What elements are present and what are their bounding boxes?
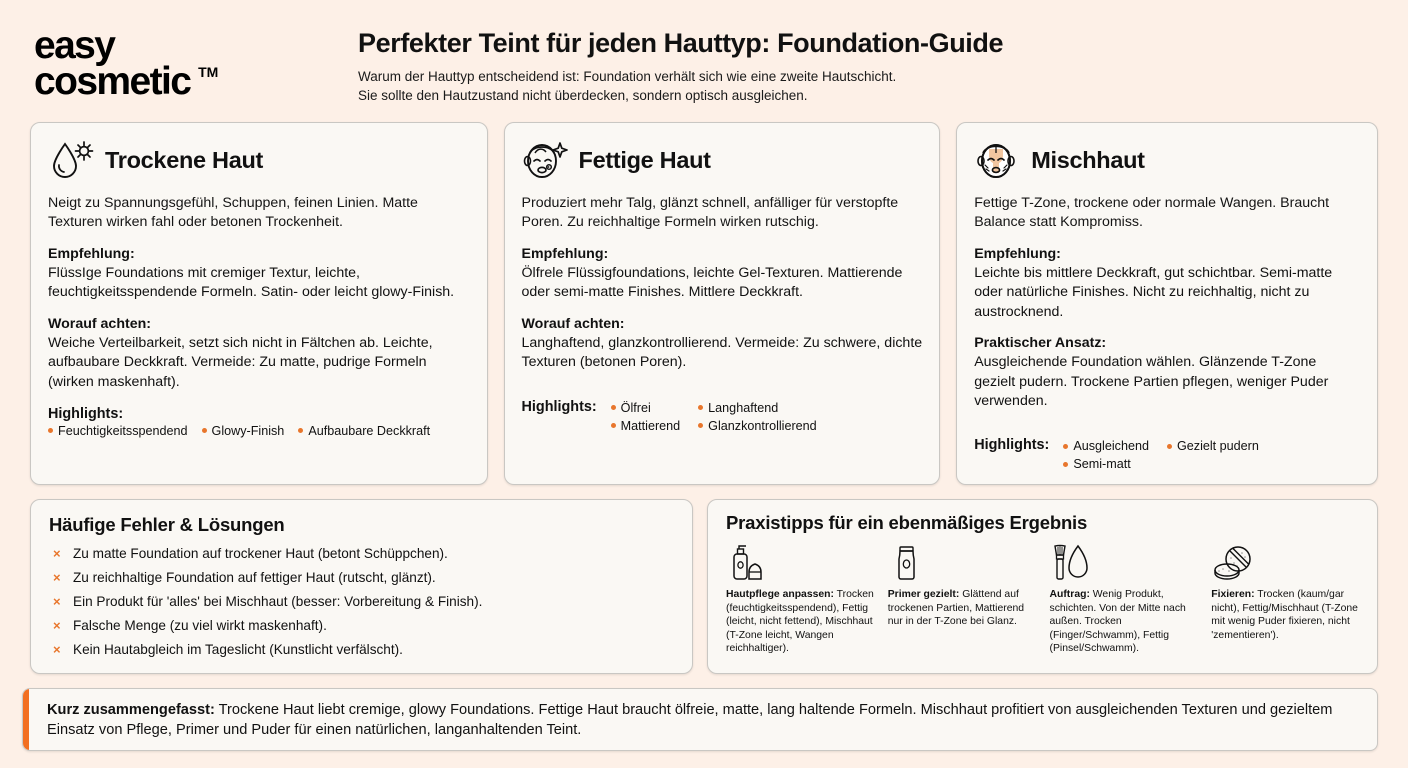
brand-logo [34,22,334,103]
highlight-label: Langhaftend [708,400,779,415]
page-subtitle [358,67,1378,105]
card-header [974,137,1360,183]
highlight-chip [202,424,285,438]
section-body: Langhaftend, glanzkontrollierend. Vermeide: Zu schwere, dichte Texturen (betonen Poren). [521,334,923,371]
header-text-block [334,22,1378,106]
section-heading: Empfehlung: [974,245,1061,262]
lower-panels [0,485,1408,674]
section-body: Ölfrele Flüssigfoundations, leichte Gel-Texturen. Mattierende oder semi-matte Finishes. Mittlere Deckkraft. [521,264,903,301]
cross-icon: × [53,546,61,562]
highlights-list [1063,437,1259,471]
section-heading: Worauf achten: [48,315,151,332]
bullet-dot-icon [698,423,703,428]
summary-footer [22,688,1378,751]
mistake-text: Kein Hautabgleich im Tageslicht (Kunstlicht verfälscht). [73,642,403,658]
bullet-dot-icon [1167,444,1172,449]
card-mischhaut [956,122,1378,485]
highlight-label: Semi-matt [1073,457,1131,472]
tip-body: Trocken (kaum/gar nicht), Fettig/Mischhaut (T-Zone mit wenig Puder fixieren, nicht 'zementieren'). [1211,589,1358,641]
card-intro: Produziert mehr Talg, glänzt schnell, anfälliger für verstopfte Poren. Zu reichhaltige Formeln wirken rutschig. [521,195,899,231]
bullet-dot-icon [1063,444,1068,449]
brand-logo-line2: cosmetic [34,59,191,103]
highlight-chip [698,401,817,415]
panel-praxistipps [707,499,1378,674]
card-title: Fettige Haut [578,146,711,173]
mistake-text: Zu reichhaltige Foundation auf fettiger Haut (rutscht, glänzt). [73,570,436,586]
cross-icon: × [53,642,61,658]
highlight-label: Aufbaubare Deckkraft [308,423,431,438]
list-item [53,642,674,659]
tip-text [726,588,876,656]
card-trockene-haut [30,122,488,485]
bullet-dot-icon [698,405,703,410]
tip-item [726,542,876,656]
highlight-chip [698,419,817,433]
water-droplet-icon [48,138,94,182]
highlight-label: Ölfrei [620,400,651,415]
panel-heading: Praxistipps für ein ebenmäßiges Ergebnis [726,512,1088,534]
bullet-dot-icon [298,428,303,433]
section-heading: Empfehlung: [521,245,609,262]
card-highlights [522,399,923,433]
card-section-empfehlung [48,245,470,303]
list-item [53,546,674,563]
mistake-text: Ein Produkt für 'alles' bei Mischhaut (besser: Vorbereitung & Finish). [73,594,483,610]
mistake-text: Zu matte Foundation auf trockener Haut (betont Schüppchen). [73,546,448,562]
highlights-label: Highlights: [48,405,124,422]
tip-label: Primer gezielt: [887,589,960,601]
footer-text [29,689,1377,750]
bullet-dot-icon [48,428,53,433]
card-section-worauf-achten [522,315,923,373]
card-header [522,137,923,183]
list-item [53,618,674,635]
skin-type-cards [0,122,1408,485]
section-body: Ausgleichende Foundation wählen. Glänzende T-Zone gezielt pudern. Trockene Partien pflegen, weniger Puder verwenden. [974,354,1329,409]
highlight-chip [298,424,430,438]
brand-logo-line1: easy [34,24,115,67]
section-heading: Praktischer Ansatz: [974,334,1107,351]
card-section-empfehlung [974,245,1360,322]
highlight-label: Ausgleichend [1073,439,1149,454]
cross-icon: × [53,618,61,634]
card-title: Mischhaut [1031,146,1145,173]
panel-haeufige-fehler [30,499,693,674]
tip-body: Wenig Produkt, schichten. Von der Mitte nach außen. Trocken (Finger/Schwamm), Fettig (Pinsel/Schwamm). [1049,589,1186,655]
section-body: Weiche Verteilbarkeit, setzt sich nicht in Fältchen ab. Leichte, aufbaubare Deckkraft. Vermeide: Zu matte, pudrige Formeln (wirken maskenhaft). [48,334,433,390]
card-section-praktischer-ansatz [974,334,1360,411]
highlights-list [611,399,817,433]
tip-label: Auftrag: [1049,589,1090,601]
card-intro: Neigt zu Spannungsgefühl, Schuppen, feinen Linien. Matte Texturen wirken fahl oder betonen Trockenheit. [48,195,418,231]
tip-text [888,588,1038,629]
highlight-chip [1167,439,1259,453]
tip-body: Trocken (feuchtigkeitsspendend), Fettig (leicht, nicht fettend), Mischhaut (T-Zone leicht, Wangen reichhaltiger). [726,589,874,655]
tip-label: Fixieren: [1211,589,1255,601]
bullet-dot-icon [611,405,616,410]
highlight-label: Feuchtigkeitsspendend [58,423,188,438]
tip-text [1050,588,1200,656]
section-heading: Worauf achten: [521,315,625,332]
section-body: FlüssIge Foundations mit cremiger Textur, leichte, feuchtigkeitsspendende Formeln. Satin- oder leicht glowy-Finish. [48,264,455,301]
footer-body: Trockene Haut liebt cremige, glowy Foundations. Fettige Haut braucht ölfreie, matte, lang haltende Formeln. Mischhaut profitiert von ausgleichenden Texturen und gezieltem Einsatz von Pflege, Primer und Puder für einen natürlichen, langanhaltenden Teint. [47,702,1333,739]
panel-heading: Häufige Fehler & Lösungen [49,514,285,536]
oily-face-icon [522,138,568,182]
combination-face-icon [974,138,1020,182]
trademark-symbol: TM [198,63,219,80]
brand-logo-line2-wrap [34,59,219,103]
highlight-chip [1063,457,1149,471]
list-item [53,570,674,587]
page-header [0,0,1408,122]
tip-item [1211,542,1361,656]
highlight-chip [48,424,188,438]
list-item [53,594,674,611]
mistakes-list [49,546,674,659]
mistake-text: Falsche Menge (zu viel wirkt maskenhaft). [73,618,327,634]
lotion-bottle-icon [726,542,876,582]
powder-compact-icon [1211,542,1361,582]
tip-label: Hautpflege anpassen: [726,589,834,601]
cross-icon: × [53,570,61,586]
footer-label: Kurz zusammengefasst: [47,702,215,719]
highlight-label: Gezielt pudern [1176,439,1259,454]
primer-tube-icon [888,542,1038,582]
page-subtitle-line2: Sie sollte den Hautzustand nicht überdecken, sondern optisch ausgleichen. [358,88,808,104]
bullet-dot-icon [1063,462,1068,467]
tip-body: Glättend auf trockenen Partien, Mattierend nur in der T-Zone bei Glanz. [887,589,1025,628]
card-intro: Fettige T-Zone, trockene oder normale Wangen. Braucht Balance statt Kompromiss. [974,195,1330,231]
card-header [48,137,470,183]
highlights-label: Highlights: [974,437,1050,454]
tip-item [1050,542,1200,656]
brush-sponge-icon [1050,542,1200,582]
section-body: Leichte bis mittlere Deckkraft, gut schichtbar. Semi-matte oder natürliche Finishes. Nicht zu reichhaltig, nicht zu austrocknend. [974,264,1333,320]
highlights-list [48,424,470,438]
bullet-dot-icon [611,423,616,428]
cross-icon: × [53,594,61,610]
highlight-label: Mattierend [620,418,681,433]
card-highlights [48,406,470,438]
card-section-worauf-achten [48,315,470,392]
tip-text [1211,588,1361,642]
highlights-label: Highlights: [521,398,597,415]
page-title: Perfekter Teint für jeden Hauttyp: Foundation-Guide [358,28,1004,58]
card-fettige-haut [504,122,941,485]
page-subtitle-line1: Warum der Hauttyp entscheidend ist: Foundation verhält sich wie eine zweite Hautschicht. [358,69,897,85]
highlight-chip [611,419,681,433]
highlight-chip [611,401,681,415]
highlight-label: Glanzkontrollierend [708,418,817,433]
tip-item [888,542,1038,656]
card-title: Trockene Haut [105,146,264,173]
highlight-chip [1063,439,1149,453]
card-highlights [974,437,1360,471]
bullet-dot-icon [202,428,207,433]
section-heading: Empfehlung: [48,245,135,262]
highlight-label: Glowy-Finish [211,423,285,438]
tips-list [726,542,1361,656]
card-section-empfehlung [522,245,923,303]
